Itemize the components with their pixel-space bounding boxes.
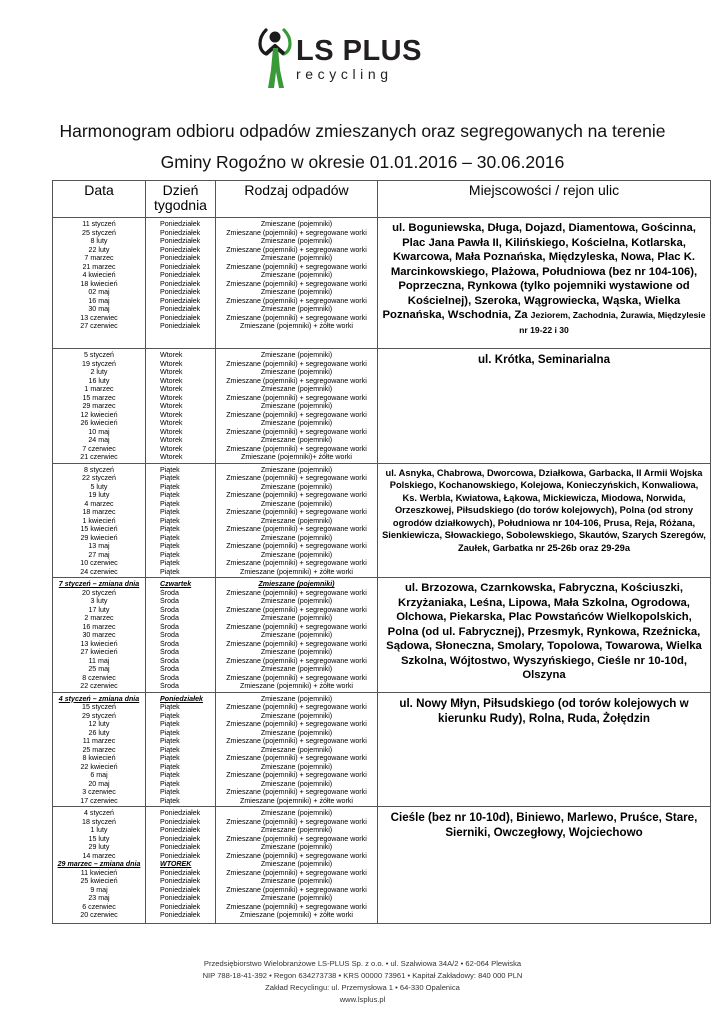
collection-date: 29 marzec – zmiana dnia (57, 860, 141, 868)
waste-type: Zmieszane (pojemniki) (260, 762, 333, 771)
collection-date: 15 marzec (82, 393, 116, 402)
collection-date: 8 luty (90, 237, 108, 245)
waste-type: Zmieszane (pojemniki) (260, 533, 333, 542)
collection-date: 27 czerwiec (80, 322, 118, 330)
waste-type: Zmieszane (pojemniki) + segregowane worki (226, 885, 367, 894)
waste-type: Zmieszane (pojemniki) (260, 385, 333, 393)
collection-date: 23 maj (88, 894, 110, 902)
collection-date: 1 marzec (84, 385, 114, 393)
collection-date: 10 maj (88, 427, 110, 436)
weekday: Poniedziałek (160, 885, 201, 894)
collection-date: 22 styczeń (82, 474, 116, 482)
waste-type: Zmieszane (pojemniki) + segregowane worki (226, 262, 367, 271)
weekday: Wtorek (160, 351, 183, 359)
waste-type: Zmieszane (pojemniki) + segregowane worki (226, 410, 367, 419)
waste-type: Zmieszane (pojemniki) (260, 728, 333, 737)
collection-date-cell (53, 807, 146, 924)
weekday: Środa (160, 614, 179, 622)
weekday: Wtorek (160, 444, 183, 453)
streets-list-tail: Jeziorem, Zachodnia, Żurawia, Międzylesie nr 19-22 i 30 (519, 310, 706, 335)
collection-date: 16 maj (88, 296, 110, 305)
waste-type: Zmieszane (pojemniki) (260, 305, 333, 313)
weekday: Poniedziałek (160, 826, 201, 834)
waste-type: Zmieszane (pojemniki) + segregowane worki (226, 542, 367, 550)
waste-type: Zmieszane (pojemniki) (260, 843, 333, 851)
collection-date: 7 styczeń – zmiana dnia (58, 580, 140, 588)
collection-date: 21 czerwiec (80, 453, 118, 461)
waste-type: Zmieszane (pojemniki) (260, 288, 333, 296)
footer-plant-address: Zakład Recyclingu: ul. Przemysłowa 1 • 64-330 Opalenica (265, 983, 460, 992)
streets-cell (378, 349, 711, 464)
weekday: Piątek (160, 796, 180, 805)
weekday: Poniedziałek (160, 279, 201, 288)
collection-date: 18 styczeń (82, 817, 116, 826)
weekday-cell (146, 349, 216, 464)
weekday: Środa (160, 622, 179, 631)
weekday: Wtorek (160, 410, 183, 419)
collection-date: 13 maj (88, 542, 110, 550)
collection-date: 29 marzec (82, 402, 116, 410)
weekday: Poniedziałek (160, 843, 201, 851)
weekday: Piątek (160, 711, 180, 720)
collection-date: 25 kwiecień (80, 877, 118, 885)
weekday: Piątek (160, 559, 180, 567)
collection-date-cell (53, 349, 146, 464)
collection-date: 9 maj (90, 885, 108, 894)
collection-date: 3 czerwiec (82, 788, 116, 796)
collection-date: 2 luty (90, 368, 108, 376)
weekday: Wtorek (160, 427, 183, 436)
weekday-cell (146, 807, 216, 924)
collection-date: 7 czerwiec (82, 444, 116, 453)
collection-date: 11 maj (88, 656, 110, 665)
weekday: Piątek (160, 550, 180, 559)
weekday-cell (146, 578, 216, 693)
weekday: Poniedziałek (160, 877, 201, 885)
waste-type-cell (216, 463, 378, 578)
collection-date: 02 maj (88, 288, 110, 296)
waste-type: Zmieszane (pojemniki) (260, 826, 333, 834)
waste-type: Zmieszane (pojemniki) + segregowane worki (226, 491, 367, 499)
collection-date: 12 kwiecień (80, 410, 118, 419)
waste-type: Zmieszane (pojemniki) + segregowane worki (226, 754, 367, 762)
waste-type: Zmieszane (pojemniki) + żółte worki (240, 682, 353, 690)
weekday: Środa (160, 639, 179, 648)
streets-list: ul. Boguniewska, Długa, Dojazd, Diamentowa, Gościnna, Plac Jana Pawła II, Kilińskiego, Kościelna, Kotlarska, Kwarcowa, Mała Poznańska, Międzyleska, Nowa, Plac K. Marcinkowskiego, Plażowa, Południowa (bez nr 104-106), Poprzeczna, Rynkowa (tylko pojemniki wystawione od Kościelnej), Szeroka, Wągrowiecka, Wąska, Wielka Poznańska, Wschodnia, Za (382, 222, 698, 321)
collection-date: 25 maj (88, 665, 110, 673)
waste-type: Zmieszane (pojemniki) + segregowane worki (226, 296, 367, 305)
header-waste: Rodzaj odpadów (216, 181, 378, 218)
collection-date: 4 marzec (84, 499, 114, 508)
waste-type-cell (216, 218, 378, 349)
waste-type: Zmieszane (pojemniki) + segregowane worki (226, 737, 367, 745)
logo-name: LS PLUS (296, 35, 422, 67)
header-day-line1: Dzień (162, 182, 199, 198)
waste-type: Zmieszane (pojemniki) (260, 745, 333, 754)
collection-date: 8 styczeń (84, 465, 114, 474)
collection-date: 3 luty (90, 597, 108, 605)
waste-type: Zmieszane (pojemniki) + segregowane worki (226, 902, 367, 911)
weekday: Wtorek (160, 419, 183, 427)
weekday: Wtorek (160, 402, 183, 410)
collection-date: 5 luty (90, 482, 108, 491)
waste-type: Zmieszane (pojemniki) (260, 482, 333, 491)
waste-type: Zmieszane (pojemniki) (260, 894, 333, 902)
collection-date: 18 kwiecień (80, 279, 118, 288)
waste-type: Zmieszane (pojemniki) (260, 351, 333, 359)
schedule-group-row (53, 807, 711, 924)
weekday: Piątek (160, 771, 180, 779)
weekday: Poniedziałek (160, 288, 201, 296)
weekday: Piątek (160, 525, 180, 533)
collection-date: 17 luty (88, 605, 110, 614)
waste-type: Zmieszane (pojemniki) + segregowane worki (226, 834, 367, 843)
weekday: Poniedziałek (160, 271, 201, 279)
weekday: Poniedziałek (160, 305, 201, 313)
collection-date: 24 czerwiec (80, 567, 118, 576)
waste-type: Zmieszane (pojemniki) + segregowane worki (226, 605, 367, 614)
collection-date-cell (53, 463, 146, 578)
waste-type: Zmieszane (pojemniki) + segregowane worki (226, 228, 367, 237)
waste-type: Zmieszane (pojemniki) + żółte worki (240, 322, 353, 330)
weekday: Środa (160, 588, 179, 597)
collection-date: 20 czerwiec (80, 911, 118, 919)
collection-date: 5 styczeń (84, 351, 114, 359)
collection-date: 26 luty (88, 728, 110, 737)
weekday: Piątek (160, 533, 180, 542)
weekday: Poniedziałek (160, 322, 201, 330)
waste-type: Zmieszane (pojemniki) + segregowane worki (226, 588, 367, 597)
collection-date: 30 marzec (82, 631, 116, 639)
weekday: Środa (160, 631, 179, 639)
waste-type: Zmieszane (pojemniki) (260, 597, 333, 605)
weekday: Środa (160, 682, 179, 690)
collection-date: 19 luty (88, 491, 110, 499)
weekday: Piątek (160, 516, 180, 525)
collection-date: 25 styczeń (82, 228, 116, 237)
collection-date: 20 styczeń (82, 588, 116, 597)
weekday: Piątek (160, 567, 180, 576)
streets-cell (378, 463, 711, 578)
recycling-figure-icon (260, 30, 290, 88)
collection-date: 6 czerwiec (82, 902, 116, 911)
waste-type: Zmieszane (pojemniki) + segregowane worki (226, 656, 367, 665)
collection-date: 27 kwiecień (80, 648, 118, 656)
weekday: Piątek (160, 542, 180, 550)
collection-date: 8 czerwiec (82, 673, 116, 682)
collection-date: 16 marzec (82, 622, 116, 631)
waste-type: Zmieszane (pojemniki) + żółte worki (240, 796, 353, 805)
weekday: Środa (160, 605, 179, 614)
waste-type: Zmieszane (pojemniki) + segregowane worki (226, 851, 367, 860)
streets-list: Cieśle (bez nr 10-10d), Biniewo, Marlewo, Pruśce, Stare, Sierniki, Owczegłowy, Wojciechowo (390, 811, 698, 839)
waste-type: Zmieszane (pojemniki) + segregowane worki (226, 868, 367, 877)
waste-type: Zmieszane (pojemniki) (258, 580, 335, 588)
weekday: Środa (160, 673, 179, 682)
collection-date: 16 luty (88, 376, 110, 385)
waste-type: Zmieszane (pojemniki) (260, 631, 333, 639)
weekday: Piątek (160, 703, 180, 711)
streets-cell (378, 218, 711, 349)
weekday: Piątek (160, 754, 180, 762)
waste-type: Zmieszane (pojemniki) (260, 419, 333, 427)
waste-type: Zmieszane (pojemniki) + segregowane worki (226, 427, 367, 436)
collection-date: 25 marzec (82, 745, 116, 754)
waste-type: Zmieszane (pojemniki) + segregowane worki (226, 720, 367, 728)
waste-type-cell (216, 692, 378, 807)
weekday: Poniedziałek (160, 296, 201, 305)
logo-wordmark (296, 36, 422, 82)
weekday: Poniedziałek (160, 220, 201, 228)
weekday: Środa (160, 665, 179, 673)
collection-date: 15 styczeń (82, 703, 116, 711)
waste-type: Zmieszane (pojemniki) (260, 436, 333, 444)
collection-date-cell (53, 692, 146, 807)
schedule-group-row (53, 349, 711, 464)
weekday: Piątek (160, 482, 180, 491)
collection-date-cell (53, 578, 146, 693)
collection-date: 22 czerwiec (80, 682, 118, 690)
waste-type: Zmieszane (pojemniki) + segregowane worki (226, 279, 367, 288)
waste-type: Zmieszane (pojemniki) (260, 499, 333, 508)
footer-website: www.lsplus.pl (339, 995, 386, 1004)
weekday: Poniedziałek (160, 313, 201, 322)
waste-type: Zmieszane (pojemniki) (260, 402, 333, 410)
schedule-group-row (53, 578, 711, 693)
footer-company: Przedsiębiorstwo Wielobranżowe LS-PLUS Sp. z o.o. • ul. Szalwiowa 34A/2 • 62-064 Plewiska (203, 959, 522, 968)
collection-date: 21 marzec (82, 262, 116, 271)
weekday: Piątek (160, 465, 180, 474)
collection-date: 8 kwiecień (82, 754, 116, 762)
waste-type: Zmieszane (pojemniki) (260, 665, 333, 673)
weekday: Poniedziałek (160, 911, 201, 919)
weekday-cell (146, 692, 216, 807)
collection-date: 2 marzec (84, 614, 114, 622)
weekday: WTOREK (160, 860, 192, 868)
waste-type: Zmieszane (pojemniki) + segregowane worki (226, 622, 367, 631)
waste-type: Zmieszane (pojemniki) (260, 465, 333, 474)
weekday: Piątek (160, 491, 180, 499)
waste-type: Zmieszane (pojemniki) + segregowane worki (226, 508, 367, 516)
streets-cell (378, 807, 711, 924)
weekday: Poniedziałek (160, 817, 201, 826)
collection-date: 4 styczeń (84, 809, 114, 817)
weekday: Wtorek (160, 453, 183, 461)
waste-type: Zmieszane (pojemniki) + segregowane worki (226, 313, 367, 322)
collection-date: 12 luty (88, 720, 110, 728)
weekday: Piątek (160, 508, 180, 516)
waste-type: Zmieszane (pojemniki) + żółte worki (240, 911, 353, 919)
collection-date: 11 styczeń (82, 220, 116, 228)
waste-type: Zmieszane (pojemniki) (260, 516, 333, 525)
header-day (146, 181, 216, 218)
waste-type: Zmieszane (pojemniki) + segregowane worki (226, 639, 367, 648)
waste-type: Zmieszane (pojemniki) (260, 550, 333, 559)
weekday: Poniedziałek (160, 902, 201, 911)
collection-date: 15 kwiecień (80, 525, 118, 533)
streets-list: ul. Brzozowa, Czarnkowska, Fabryczna, Kościuszki, Krzyżaniaka, Leśna, Lipowa, Mała Szkolna, Ogrodowa, Olchowa, Piekarska, Plac Powstańców Wielkopolskich, Polna (od ul. Fabrycznej), Przesmyk, Rynkowa, Rzeźnicka, Sądowa, Słoneczna, Smolary, Topolowa, Towarowa, Wielka Szkolna, Wójtostwo, Wyszyńskiego, Cieśle nr 10-10d, Olszyna (386, 582, 702, 681)
weekday: Poniedziałek (160, 228, 201, 237)
weekday: Wtorek (160, 385, 183, 393)
schedule-group-row (53, 218, 711, 349)
collection-date: 4 kwiecień (82, 271, 116, 279)
waste-type: Zmieszane (pojemniki) (260, 254, 333, 262)
collection-date: 18 marzec (82, 508, 116, 516)
weekday: Wtorek (160, 436, 183, 444)
weekday: Poniedziałek (160, 237, 201, 245)
collection-date: 17 czerwiec (80, 796, 118, 805)
weekday: Piątek (160, 762, 180, 771)
collection-date: 13 kwiecień (80, 639, 118, 648)
waste-type: Zmieszane (pojemniki) (260, 877, 333, 885)
schedule-table (52, 180, 711, 924)
streets-cell (378, 692, 711, 807)
weekday: Piątek (160, 720, 180, 728)
weekday: Poniedziałek (160, 809, 201, 817)
collection-date: 22 luty (88, 245, 110, 254)
streets-list: ul. Nowy Młyn, Piłsudskiego (od torów kolejowych w kierunku Rudy), Rolna, Ruda, Żołędzin (399, 696, 689, 725)
collection-date: 11 kwiecień (80, 868, 118, 877)
collection-date: 15 luty (88, 834, 110, 843)
weekday: Piątek (160, 474, 180, 482)
collection-date: 1 kwiecień (82, 516, 116, 525)
waste-type: Zmieszane (pojemniki) + segregowane worki (226, 559, 367, 567)
weekday: Czwartek (160, 580, 192, 588)
collection-date: 27 maj (88, 550, 110, 559)
weekday: Piątek (160, 788, 180, 796)
weekday: Poniedziałek (160, 262, 201, 271)
streets-list: ul. Asnyka, Chabrowa, Dworcowa, Działkowa, Garbacka, II Armii Wojska Polskiego, Kochanowskiego, Kolejowa, Konieczyńskich, Konwaliowa, Ks. Werbla, Kwiatowa, Łąkowa, Mickiewicza, Miodowa, Norwida, Orzeszkowej, Piłsudskiego (do torów kolejowych), Polna (od strony ogrodów działkowych), Południowa nr 104-106, Prusa, Reja, Różana, Sienkiewicza, Słowackiego, Sobolewskiego, Skautów, Szarych Szeregów, Zaułek, Garbatka nr 25-26b oraz 29-29a (382, 467, 706, 554)
weekday: Wtorek (160, 376, 183, 385)
collection-date: 4 styczeń – zmiana dnia (58, 694, 140, 703)
waste-type: Zmieszane (pojemniki) + segregowane worki (226, 376, 367, 385)
collection-date: 13 czerwiec (80, 313, 118, 322)
waste-type: Zmieszane (pojemniki) + segregowane worki (226, 771, 367, 779)
header-date: Data (53, 181, 146, 218)
weekday: Piątek (160, 779, 180, 788)
collection-date: 29 styczeń (82, 711, 116, 720)
collection-date: 19 styczeń (82, 359, 116, 368)
weekday: Poniedziałek (160, 254, 201, 262)
weekday: Poniedziałek (160, 851, 201, 860)
collection-date: 11 marzec (82, 737, 116, 745)
weekday: Piątek (160, 728, 180, 737)
collection-date: 10 czerwiec (80, 559, 118, 567)
schedule-group-row (53, 692, 711, 807)
waste-type-cell (216, 349, 378, 464)
collection-date: 6 maj (90, 771, 108, 779)
collection-date: 29 kwiecień (80, 533, 118, 542)
collection-date: 1 luty (90, 826, 108, 834)
waste-type: Zmieszane (pojemniki) + segregowane worki (226, 788, 367, 796)
footer-registry: NIP 788-18-41-392 • Regon 634273738 • KRS 00000 73961 • Kapitał Zakładowy: 840 000 PLN (202, 971, 523, 980)
waste-type: Zmieszane (pojemniki) + segregowane worki (226, 673, 367, 682)
weekday: Poniedziałek (160, 868, 201, 877)
collection-date: 30 maj (88, 305, 110, 313)
waste-type: Zmieszane (pojemniki) (260, 779, 333, 788)
waste-type: Zmieszane (pojemniki) + segregowane worki (226, 245, 367, 254)
collection-date: 22 kwiecień (80, 762, 118, 771)
weekday: Piątek (160, 745, 180, 754)
waste-type: Zmieszane (pojemniki) + segregowane worki (226, 474, 367, 482)
weekday: Wtorek (160, 393, 183, 402)
schedule-group-row (53, 463, 711, 578)
waste-type: Zmieszane (pojemniki) + segregowane worki (226, 359, 367, 368)
logo-subtitle: recycling (296, 66, 393, 82)
waste-type: Zmieszane (pojemniki) + segregowane worki (226, 393, 367, 402)
weekday: Wtorek (160, 359, 183, 368)
waste-type: Zmieszane (pojemniki) (260, 614, 333, 622)
weekday: Środa (160, 656, 179, 665)
weekday: Poniedziałek (160, 245, 201, 254)
collection-date-cell (53, 218, 146, 349)
collection-date: 29 luty (88, 843, 110, 851)
weekday: Piątek (160, 737, 180, 745)
weekday: Poniedziałek (160, 894, 201, 902)
waste-type: Zmieszane (pojemniki) + segregowane worki (226, 703, 367, 711)
collection-date: 26 kwiecień (80, 419, 118, 427)
weekday: Piątek (160, 499, 180, 508)
waste-type: Zmieszane (pojemniki) (260, 860, 333, 868)
weekday: Środa (160, 648, 179, 656)
weekday-cell (146, 218, 216, 349)
waste-type: Zmieszane (pojemniki) + segregowane worki (226, 444, 367, 453)
weekday: Wtorek (160, 368, 183, 376)
waste-type: Zmieszane (pojemniki) + segregowane worki (226, 525, 367, 533)
collection-date: 24 maj (88, 436, 110, 444)
header-place: Miejscowości / rejon ulic (378, 181, 711, 218)
collection-date: 14 marzec (82, 851, 116, 860)
collection-date: 7 marzec (84, 254, 114, 262)
streets-list: ul. Krótka, Seminarialna (477, 353, 611, 366)
collection-date: 20 maj (88, 779, 110, 788)
waste-type: Zmieszane (pojemniki) (260, 237, 333, 245)
waste-type: Zmieszane (pojemniki) (260, 368, 333, 376)
waste-type: Zmieszane (pojemniki) (260, 220, 333, 228)
document-title-line1: Harmonogram odbioru odpadów zmieszanych oraz segregowanych na terenie (59, 121, 666, 141)
waste-type: Zmieszane (pojemniki) (260, 809, 333, 817)
waste-type: Zmieszane (pojemniki) (260, 711, 333, 720)
document-title-line2: Gminy Rogoźno w okresie 01.01.2016 – 30.06.2016 (160, 152, 565, 172)
waste-type: Zmieszane (pojemniki) (260, 271, 333, 279)
waste-type: Zmieszane (pojemniki)+ żółte worki (241, 453, 352, 461)
weekday-cell (146, 463, 216, 578)
waste-type-cell (216, 807, 378, 924)
weekday: Środa (160, 597, 179, 605)
header-day-line2: tygodnia (154, 197, 207, 213)
waste-type: Zmieszane (pojemniki) (260, 694, 333, 703)
table-header-row (53, 181, 711, 218)
streets-cell (378, 578, 711, 693)
weekday: Poniedziałek (160, 694, 203, 703)
waste-type-cell (216, 578, 378, 693)
waste-type: Zmieszane (pojemniki) (260, 648, 333, 656)
weekday: Poniedziałek (160, 834, 201, 843)
waste-type: Zmieszane (pojemniki) + segregowane worki (226, 817, 367, 826)
waste-type: Zmieszane (pojemniki) + żółte worki (240, 567, 353, 576)
